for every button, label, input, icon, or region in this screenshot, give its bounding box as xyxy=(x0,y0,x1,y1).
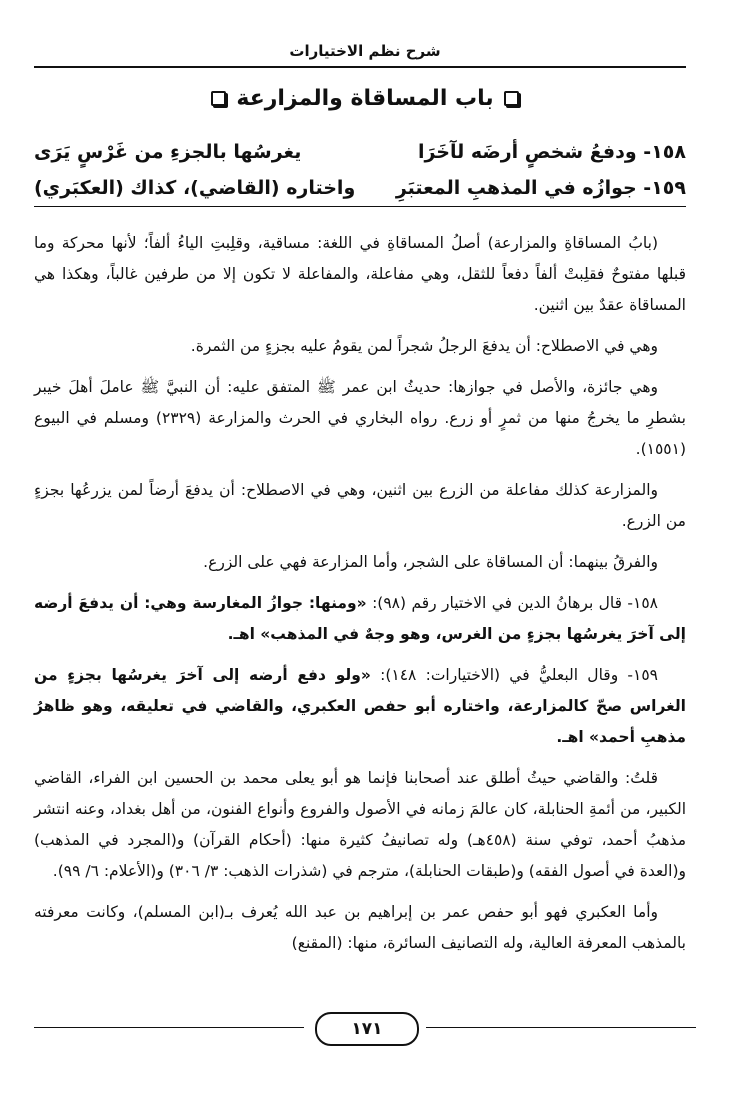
paragraph-text: (بابُ المساقاةِ والمزارعة) أصلُ المساقاةِ في اللغة: مساقية، وقلِبتِ الياءُ ألفاً؛ لأنها محركة وما قبلها مفتوحٌ فقلِبتْ ألفاً دفعاً للثقل، وهي مفاعلة، والمفاعلة لا تكون إلا من طرفين غالباً، وهكذا هي المساقاة عقدٌ بين اثنين. xyxy=(34,234,686,314)
paragraph xyxy=(34,475,686,537)
verse-first-hemistich: ١٥٨- ودفعُ شخصٍ أرضَه لآخَرَا xyxy=(417,141,686,163)
paragraph xyxy=(34,372,686,465)
paragraph-text: وهي جائزة، والأصل في جوازها: حديثُ ابن عمر ﷺ المتفق عليه: أن النبيَّ ﷺ عاملَ أهلَ خيبر بشطرِ ما يخرجُ منها من ثمرٍ أو زرع. رواه البخاري في الحرث والمزارعة (٢٣٢٩) ومسلم في البيوع (١٥٥١). xyxy=(34,378,686,458)
page-number: ١٧١ xyxy=(315,1012,419,1046)
verses-rule xyxy=(34,206,686,207)
paragraph-text: والفرقُ بينهما: أن المساقاة على الشجر، وأما المزارعة فهي على الزرع. xyxy=(203,553,658,571)
verse-line xyxy=(34,170,686,206)
paragraph xyxy=(34,763,686,887)
verse-second-hemistich: واختاره (القاضي)، كذاك (العكبَري) xyxy=(34,177,356,199)
paragraph-text: قلتُ: والقاضي حيثُ أطلق عند أصحابنا فإنما هو أبو يعلى محمد بن الحسين ابن الفراء، القاضي الكبير، من أئمةِ الحنابلة، كان عالمَ زمانه في الأصول والفروع وأنواع الفنون، من أهل بغداد، وعنه انتشر مذهبُ أحمد، توفي سنة (٤٥٨هـ) وله تصانيفُ كثيرة منها: (أحكام القرآن) و(المجرد في المذهب) و(العدة في أصول الفقه) و(طبقات الحنابلة)، مترجم في (شذرات الذهب: ٣/ ٣٠٦) و(الأعلام: ٦/ ٩٩). xyxy=(34,769,686,880)
verse-line xyxy=(34,134,686,170)
square-ornament-icon xyxy=(504,91,519,106)
poem-verses xyxy=(34,134,686,206)
commentary-text xyxy=(34,228,686,969)
paragraph-lead: ١٥٩- وقال البعليُّ في (الاختيارات: ١٤٨): xyxy=(370,666,658,684)
paragraph xyxy=(34,331,686,362)
paragraph xyxy=(34,588,686,650)
paragraph-text: وهي في الاصطلاح: أن يدفعَ الرجلُ شجراً لمن يقومُ عليه بجزءٍ من الثمرة. xyxy=(190,337,658,355)
paragraph xyxy=(34,897,686,959)
footer-rule xyxy=(426,1027,696,1028)
footer-rule xyxy=(34,1027,304,1028)
paragraph xyxy=(34,228,686,321)
square-ornament-icon xyxy=(211,91,226,106)
paragraph-text: وأما العكبري فهو أبو حفص عمر بن إبراهيم بن عبد الله يُعرف بـ(ابن المسلم)، وكانت معرفته بالمذهب المعرفة العالية، وله التصانيف السائرة، منها: (المقنع) xyxy=(34,903,686,952)
verse-first-hemistich: ١٥٩- جوازُه في المذهبِ المعتبَرِ xyxy=(395,177,686,199)
chapter-heading xyxy=(0,86,730,111)
paragraph-quote: «ومنها: جوازُ المغارسة وهي: أن يدفعَ أرضه إلى آخرَ يغرسُها بجزءٍ من الغرس، وهو وجهٌ في المذهب» اهـ. xyxy=(34,594,686,643)
verse-second-hemistich: يغرسُها بالجزءِ من غَرْسٍ يَرَى xyxy=(34,141,302,163)
paragraph xyxy=(34,660,686,753)
paragraph-text: والمزارعة كذلك مفاعلة من الزرع بين اثنين، وهي في الاصطلاح: أن يدفعَ أرضاً لمن يزرعُها بجزءٍ من الزرع. xyxy=(34,481,686,530)
header-rule xyxy=(34,66,686,68)
paragraph-lead: ١٥٨- قال برهانُ الدين في الاختيار رقم (٩٨): xyxy=(366,594,659,612)
chapter-title: باب المساقاة والمزارعة xyxy=(236,86,494,111)
running-header: شرح نظم الاختيارات xyxy=(289,42,441,60)
paragraph xyxy=(34,547,686,578)
paragraph-quote: «ولو دفع أرضه إلى آخرَ يغرسُها بجزءٍ من الغراس صحّ كالمزارعة، واختاره أبو حفص العكبري، والقاضي في تعليقه، وهو ظاهرُ مذهبِ أحمد» اهـ. xyxy=(34,666,686,746)
